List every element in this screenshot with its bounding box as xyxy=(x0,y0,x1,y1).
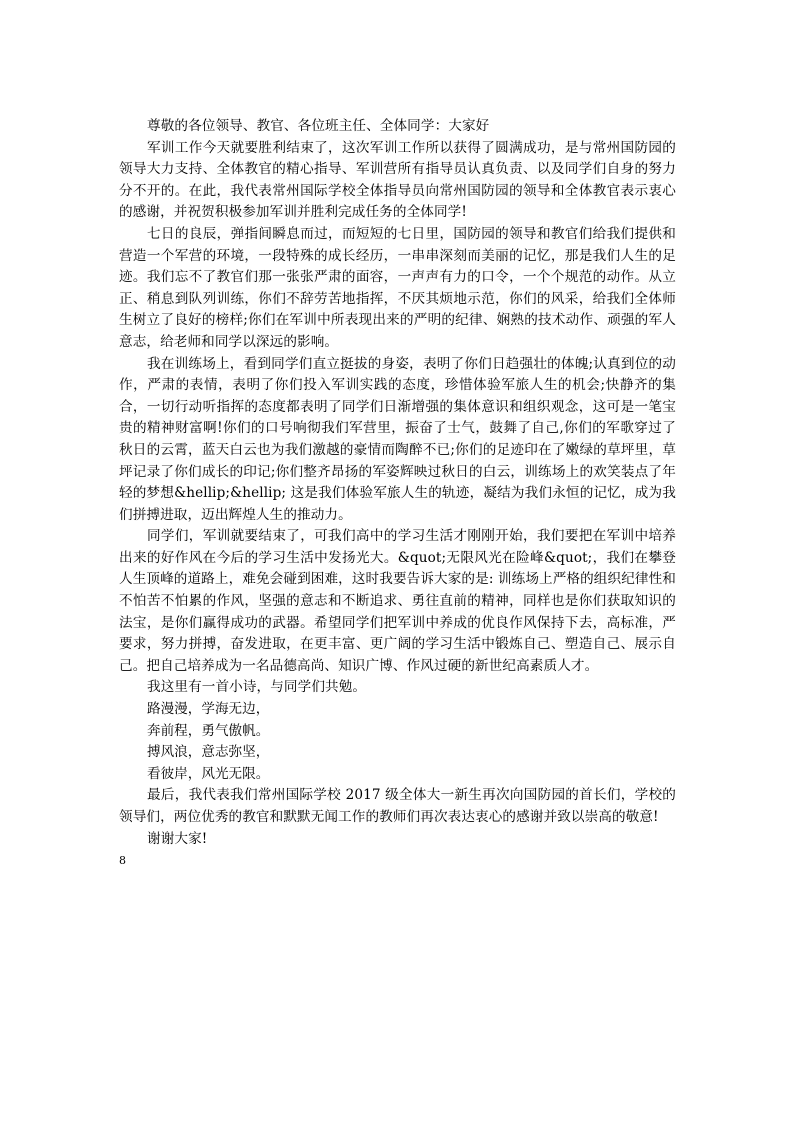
poem-line: 奔前程，勇气傲帆。 xyxy=(147,722,270,739)
document-page xyxy=(119,116,676,868)
paragraph-seven-days: 七日的良辰，弹指间瞬息而过，而短短的七日里，国防园的领导和教官们给我们提供和营造一个军营的环境，一段特殊的成长经历，一串串深刻而美丽的记忆，那是我们人生的足迹。我们忘不了教官们那一张张严肃的面容，一声声有力的口令，一个个规范的动作。从立正、稍息到队列训练，你们不辞劳苦地指挥，不厌其烦地示范，你们的风采，给我们全体师生树立了良好的榜样;你们在军训中所表现出来的严明的纪律、娴熟的技术动作、顽强的军人意志，给老师和同学以深远的影响。 xyxy=(119,225,676,350)
poem-line: 搏风浪，意志弥坚， xyxy=(147,744,270,761)
poem-line: 路漫漫，学海无边， xyxy=(147,701,270,718)
thanks-line: 谢谢大家! xyxy=(147,830,208,847)
greeting-line: 尊敬的各位领导、教官、各位班主任、全体同学：大家好 xyxy=(147,118,490,134)
page-mark: 8 xyxy=(119,854,126,868)
paragraph-thanks-organizers: 军训工作今天就要胜利结束了，这次军训工作所以获得了圆满成功，是与常州国防园的领导大力支持、全体教官的精心指导、军训营所有指导员认真负责、以及同学们自身的努力分不开的。在此，我代表常州国际学校全体指导员向常州国防园的领导和全体教官表示衷心的感谢，并祝贺积极参加军训并胜利完成任务的全体同学! xyxy=(119,139,676,221)
paragraph-study-life: 同学们，军训就要结束了，可我们高中的学习生活才刚刚开始，我们要把在军训中培养出来的好作风在今后的学习生活中发扬光大。&quot;无限风光在险峰&quot;，我们在攀登人生顶峰的道路上，难免会碰到困难，这时我要告诉大家的是: 训练场上严格的组织纪律性和不怕苦不怕累的作风，坚强的意志和不断追求、勇往直前的精神，同样也是你们获取知识的法宝，是你们赢得成功的武器。希望同学们把军训中养成的优良作风保持下去，高标准，严要求，努力拼搏，奋发进取，在更丰富、更广阔的学习生活中锻炼自己、塑造自己、展示自己。把自己培养成为一名品德高尚、知识广博、作风过硬的新世纪高素质人才。 xyxy=(119,528,676,674)
paragraph-training-field: 我在训练场上，看到同学们直立挺拔的身姿，表明了你们日趋强壮的体魄;认真到位的动作，严肃的表情，表明了你们投入军训实践的态度，珍惜体验军旅人生的机会;快静齐的集合，一切行动听指挥的态度都表明了同学们日渐增强的集体意识和组织观念，这可是一笔宝贵的精神财富啊!你们的口号响彻我们军营里，振奋了士气，鼓舞了自己,你们的军歌穿过了秋日的云霄，蓝天白云也为我们激越的豪情而陶醉不已;你们的足迹印在了嫩绿的草坪里，草坪记录了你们成长的印记;你们整齐昂扬的军姿辉映过秋日的白云，训练场上的欢笑装点了年轻的梦想&hellip;&hellip; 这是我们体验军旅人生的轨迹，凝结为我们永恒的记忆，成为我们拼搏进取，迈出辉煌人生的推动力。 xyxy=(119,355,676,523)
poem-line: 看彼岸，风光无限。 xyxy=(147,765,270,782)
poem-intro: 我这里有一首小诗，与同学们共勉。 xyxy=(147,679,367,696)
closing-paragraph: 最后，我代表我们常州国际学校 2017 级全体大一新生再次向国防园的首长们，学校的领导们，两位优秀的教官和默默无闻工作的教师们再次表达衷心的感谢并致以崇高的敬意! xyxy=(119,787,676,825)
